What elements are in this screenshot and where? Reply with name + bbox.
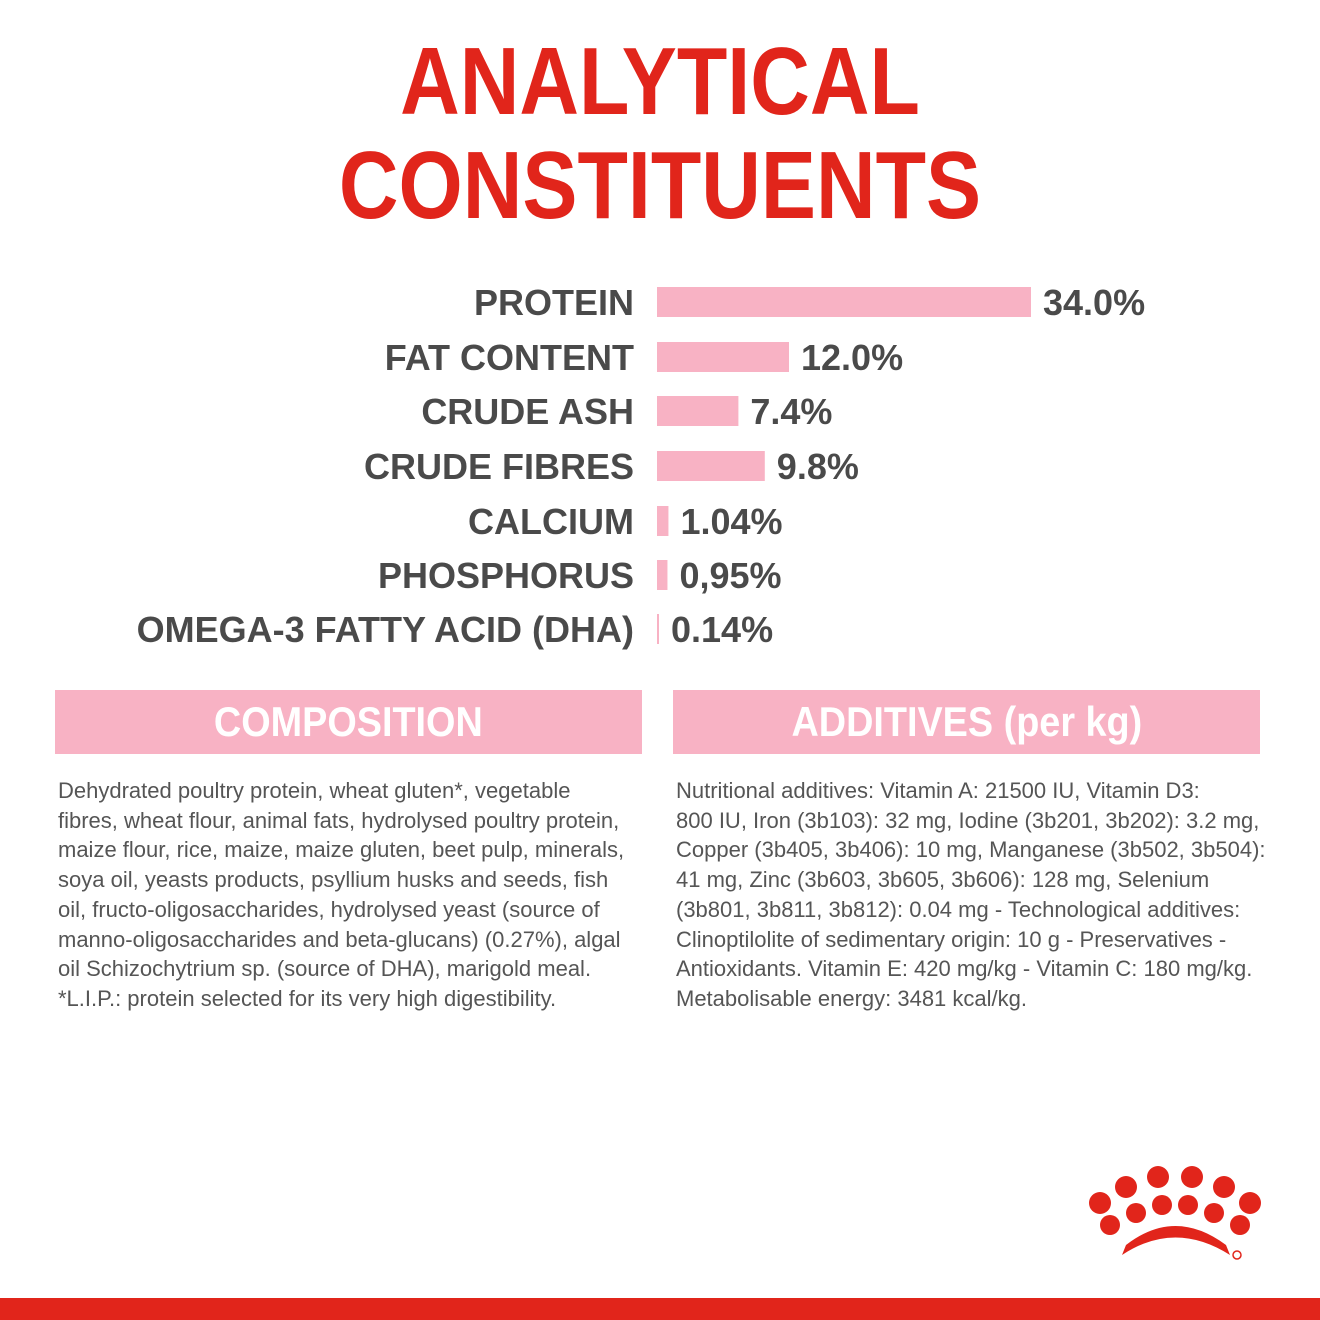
bar (657, 342, 789, 372)
composition-heading: COMPOSITION (214, 698, 483, 745)
composition-line: fibres, wheat flour, animal fats, hydrolysed poultry protein, (58, 807, 620, 833)
composition-line: oil Schizochytrium sp. (source of DHA), marigold meal. (58, 956, 592, 982)
additives-line: 800 IU, Iron (3b103): 32 mg, Iodine (3b201, 3b202): 3.2 mg, (676, 807, 1260, 833)
value-label: 0.14% (671, 609, 774, 650)
category-label: PROTEIN (473, 282, 634, 323)
value-label: 9.8% (776, 446, 859, 487)
additives-line: Antioxidants. Vitamin E: 420 mg/kg - Vitamin C: 180 mg/kg. (676, 956, 1253, 982)
category-label: CRUDE ASH (421, 391, 634, 432)
category-label: OMEGA-3 FATTY ACID (DHA) (136, 609, 634, 650)
composition-line: *L.I.P.: protein selected for its very high digestibility. (58, 985, 557, 1011)
bar (657, 451, 765, 481)
value-label: 1.04% (680, 501, 783, 542)
value-label: 34.0% (1043, 282, 1146, 323)
page-title (92, 30, 1227, 238)
bar (657, 287, 1031, 317)
additives-text (676, 776, 1276, 1014)
additives-line: (3b801, 3b811, 3b812): 0.04 mg - Technological additives: (676, 896, 1241, 922)
composition-text (58, 776, 648, 1014)
composition-line: oil, fructo-oligosaccharides, hydrolysed yeast (source of (58, 896, 600, 922)
category-label: CRUDE FIBRES (363, 446, 634, 487)
composition-line: maize flour, rice, maize, maize gluten, beet pulp, minerals, (58, 837, 625, 863)
title-line-2: CONSTITUENTS (338, 132, 982, 239)
category-label: PHOSPHORUS (377, 555, 634, 596)
bar (657, 396, 738, 426)
composition-line: Dehydrated poultry protein, wheat gluten*, vegetable (58, 778, 571, 803)
bottom-bar (0, 1298, 1320, 1320)
crown-icon (1080, 1165, 1270, 1275)
additives-line: Clinoptilolite of sedimentary origin: 10 g - Preservatives - (676, 926, 1227, 952)
bar (657, 614, 659, 644)
composition-line: manno-oligosaccharides and beta-glucans) (0.27%), algal (58, 926, 621, 952)
additives-line: Metabolisable energy: 3481 kcal/kg. (676, 985, 1027, 1011)
composition-header (55, 690, 642, 754)
title-line-1: ANALYTICAL (400, 28, 920, 135)
category-label: FAT CONTENT (384, 337, 634, 378)
constituents-bar-chart (0, 270, 1320, 670)
value-label: 12.0% (801, 337, 904, 378)
value-label: 7.4% (750, 391, 833, 432)
composition-line: soya oil, yeasts products, psyllium husks and seeds, fish (58, 867, 609, 893)
additives-line: Copper (3b405, 3b406): 10 mg, Manganese (3b502, 3b504): (676, 837, 1266, 863)
value-label: 0,95% (679, 555, 782, 596)
additives-line: 41 mg, Zinc (3b603, 3b605, 3b606): 128 mg, Selenium (676, 867, 1210, 893)
additives-line: Nutritional additives: Vitamin A: 21500 IU, Vitamin D3: (676, 778, 1200, 803)
bar (657, 560, 667, 590)
additives-header (673, 690, 1260, 754)
category-label: CALCIUM (468, 501, 634, 542)
bar (657, 506, 668, 536)
additives-heading: ADDITIVES (per kg) (791, 698, 1142, 745)
